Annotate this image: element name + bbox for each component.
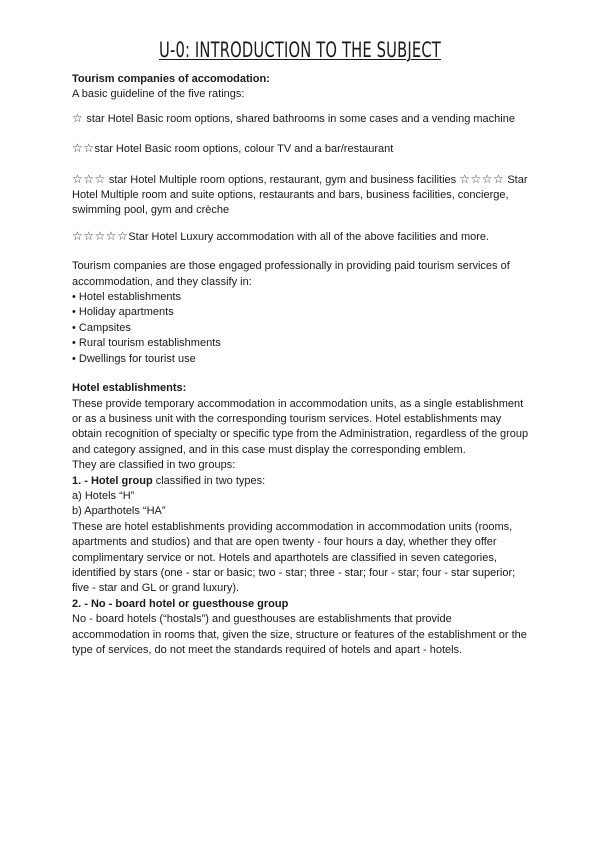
rating-text: Star Hotel Multiple room and suite options, restaurants and bars, business facilities, concierge, swimming pool, gym and crèche xyxy=(72,173,528,217)
star-icon: ☆ xyxy=(94,228,106,243)
rating-five-star xyxy=(72,229,532,245)
group-number: 1. - xyxy=(72,474,91,487)
star-icon: ☆ xyxy=(117,228,129,243)
group-one-type-b: b) Aparthotels “HA” xyxy=(72,505,166,518)
star-icon: ☆ xyxy=(83,171,95,186)
list-item: • Hotel establishments xyxy=(72,290,532,305)
star-icon: ☆ xyxy=(493,171,505,186)
star-icon: ☆ xyxy=(481,171,493,186)
star-icon: ☆ xyxy=(470,171,482,186)
rating-text: star Hotel Basic room options, colour TV and a bar/restaurant xyxy=(94,143,394,156)
group-one-paragraph: These are hotel establishments providing accommodation in accommodation units (rooms, apartments and studios) and that are open twenty - four hours a day, whether they offer complimentary service or not. Hotels and aparthotels are classified in seven categories, identified by stars (one - star or basic; two - star; three - star; four - star; four - star superior; five - star and GL or grand luxury). xyxy=(72,520,516,595)
groups-intro: They are classified in two groups: xyxy=(72,459,236,472)
document-body xyxy=(72,72,532,658)
hotels-paragraph: These provide temporary accommodation in accommodation units, as a single establishment or as a business unit with the corresponding tourism services. Hotel establishments may obtain recognition of specialty or specific type from the Administration, regardless of the group and category assigned, and in this case must display the corresponding emblem. xyxy=(72,397,529,456)
group-title: Hotel group xyxy=(90,474,153,487)
ratings-intro: A basic guideline of the five ratings: xyxy=(72,88,245,101)
page-title: U-0: INTRODUCTION TO THE SUBJECT xyxy=(159,38,441,62)
group-two-heading: 2. - No - board hotel or guesthouse group xyxy=(72,597,289,610)
star-icon: ☆ xyxy=(83,228,95,243)
list-item: • Dwellings for tourist use xyxy=(72,352,532,367)
rating-one-star xyxy=(72,111,532,127)
star-icon: ☆ xyxy=(83,141,95,156)
star-icon: ☆ xyxy=(459,171,471,186)
establishment-type-list xyxy=(72,290,532,367)
group-one-heading xyxy=(72,474,532,489)
star-icon: ☆ xyxy=(94,171,106,186)
group-subtitle: classified in two types: xyxy=(152,474,266,487)
star-icon: ☆ xyxy=(72,171,84,186)
group-one-type-a: a) Hotels “H” xyxy=(72,489,135,502)
section-heading-hotels: Hotel establishments: xyxy=(72,382,187,395)
rating-two-star xyxy=(72,141,532,157)
classification-intro: Tourism companies are those engaged professionally in providing paid tourism services of accommodation, and they classify in: xyxy=(72,260,510,288)
list-item: • Campsites xyxy=(72,321,532,336)
list-item: • Rural tourism establishments xyxy=(72,336,532,351)
star-icon: ☆ xyxy=(72,228,84,243)
star-icon: ☆ xyxy=(105,228,118,243)
section-heading-accommodation: Tourism companies of accomodation: xyxy=(72,73,270,85)
list-item: • Holiday apartments xyxy=(72,305,532,320)
star-icon: ☆ xyxy=(72,141,84,156)
star-icon: ☆ xyxy=(72,110,84,125)
rating-text: star Hotel Basic room options, shared bathrooms in some cases and a vending machine xyxy=(86,112,515,125)
rating-text: Star Hotel Luxury accommodation with all of the above facilities and more. xyxy=(128,230,490,243)
rating-three-star xyxy=(72,172,532,219)
rating-text: star Hotel Multiple room options, restaurant, gym and business facilities xyxy=(108,173,457,186)
group-two-paragraph: No - board hotels (“hostals”) and guesthouses are establishments that provide accommodation in rooms that, given the size, structure or features of the establishment or the type of services, do not meet the standards required of hotels and apart - hotels. xyxy=(72,613,527,656)
